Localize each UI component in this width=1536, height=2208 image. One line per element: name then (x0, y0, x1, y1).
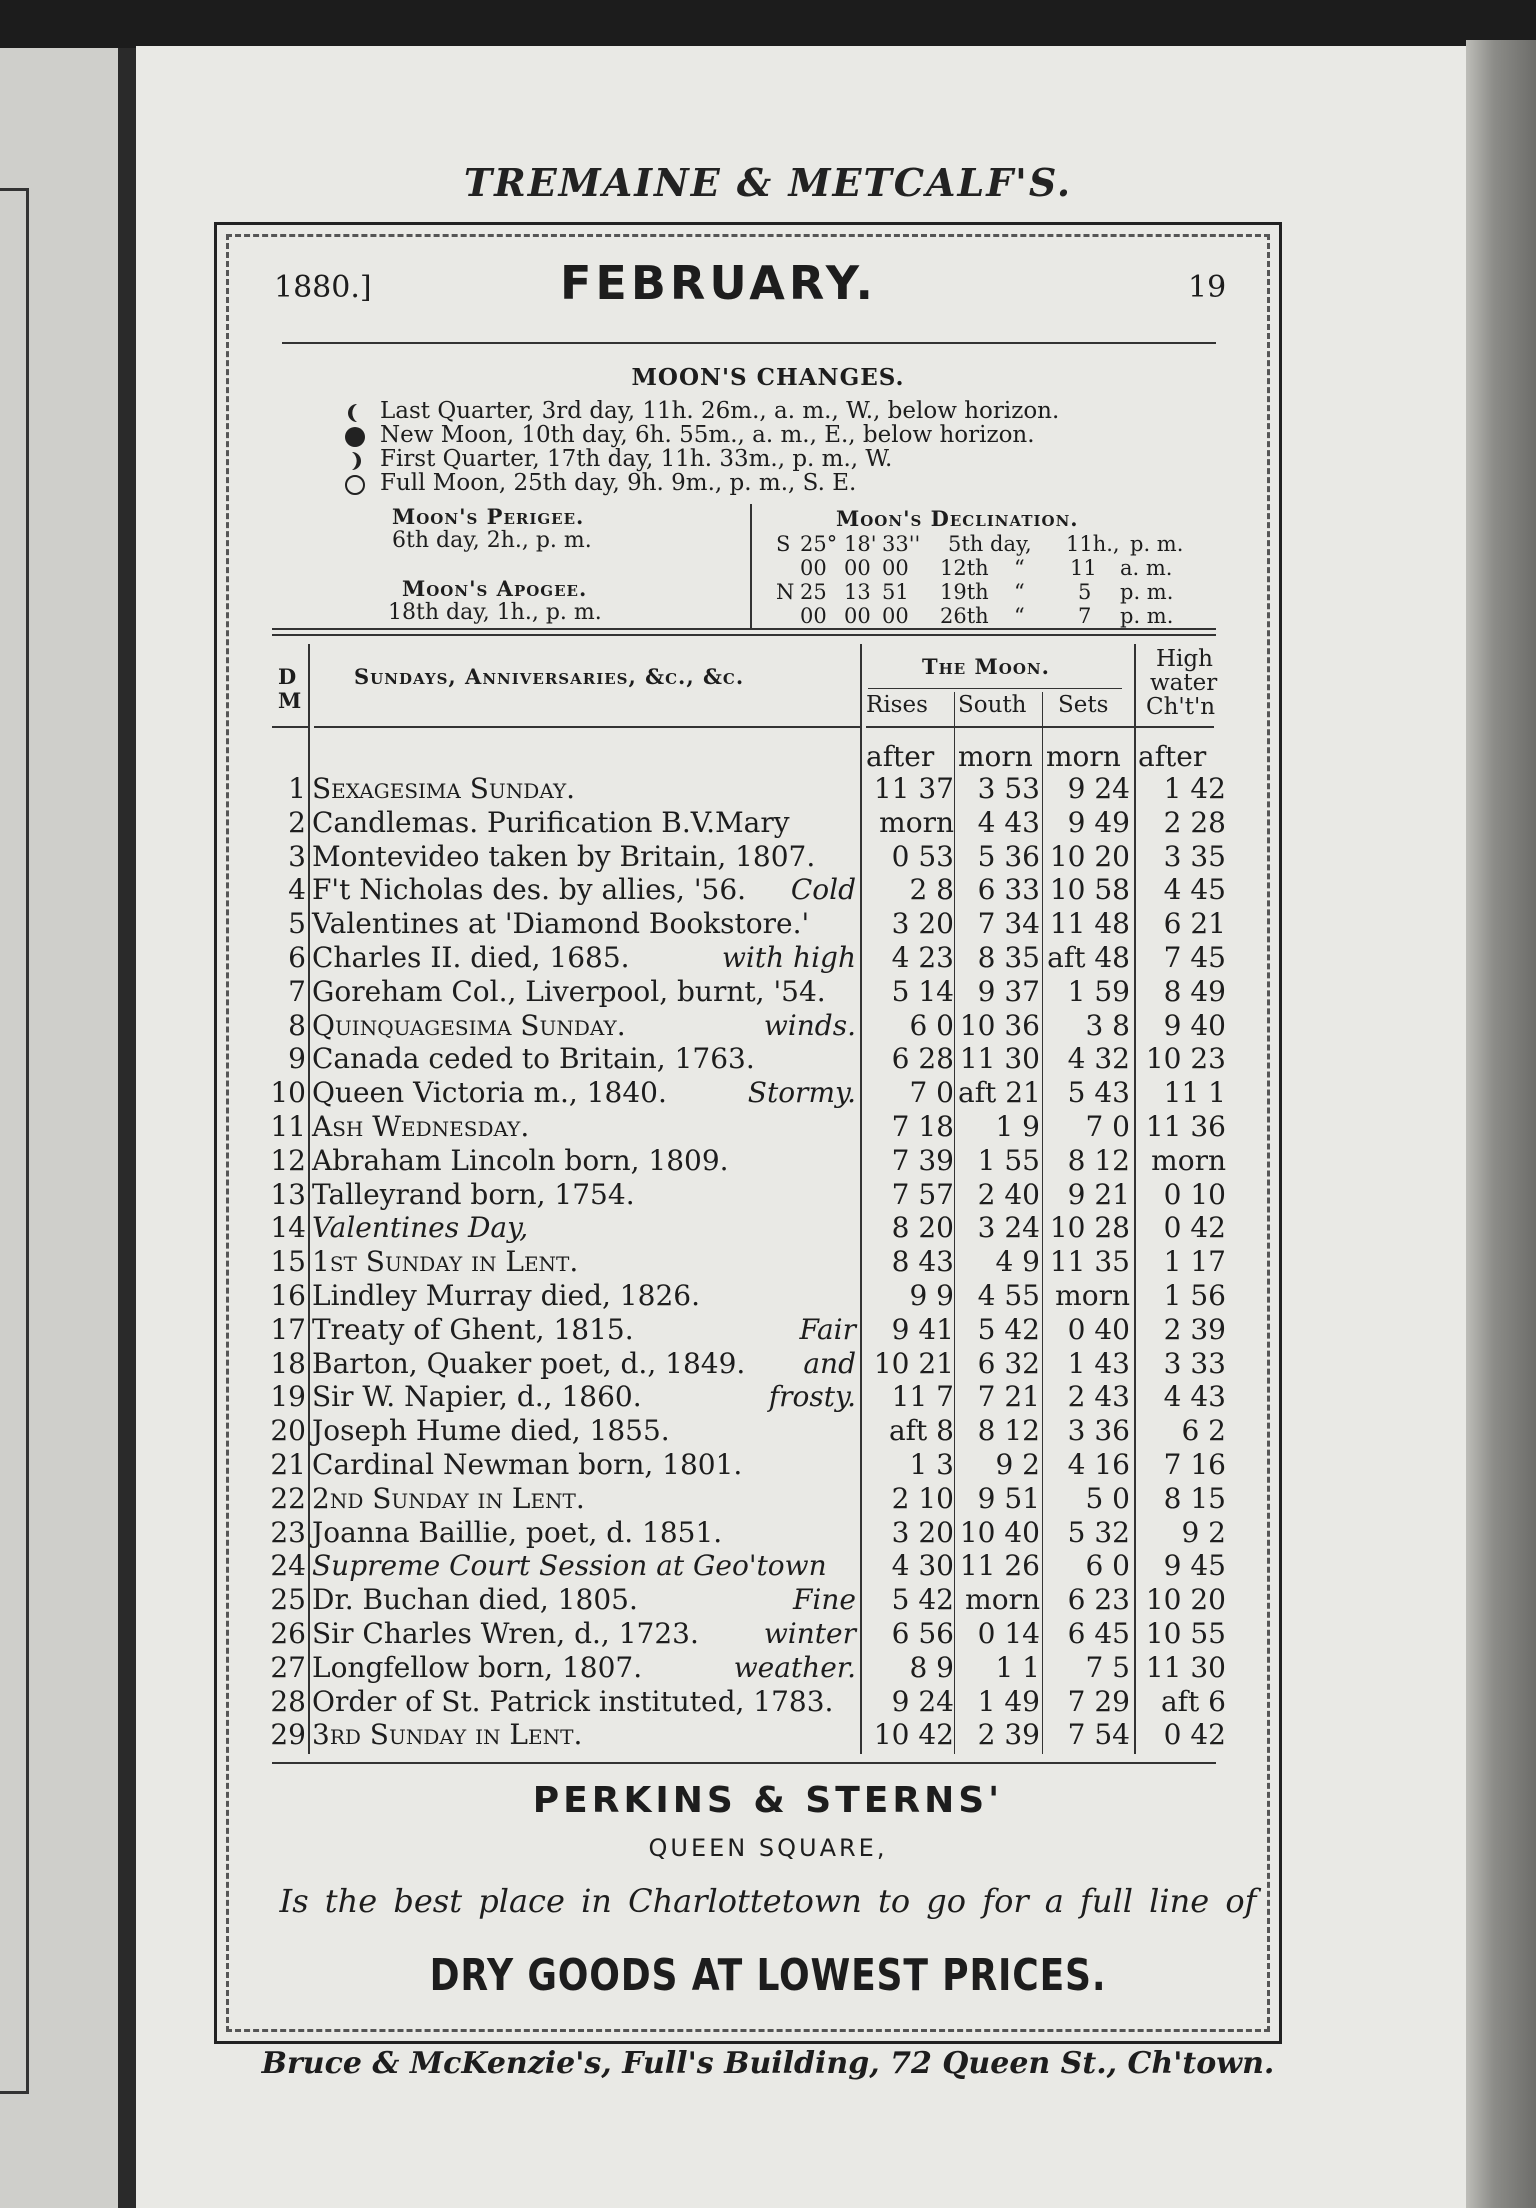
table-head-rule-events (314, 726, 860, 728)
day-number: 24 (270, 1549, 306, 1583)
moon-sets: aft 48 (1047, 941, 1130, 974)
moon-south: 0 14 (977, 1617, 1040, 1650)
day-number: 16 (270, 1279, 306, 1312)
decl-sec: 00 (882, 604, 909, 628)
event-text: Supreme Court Session at Geo'town (312, 1549, 827, 1583)
high-water: morn (1151, 1143, 1226, 1177)
high-water: 6 2 (1181, 1414, 1226, 1448)
table-row (0, 1042, 1536, 1076)
col-header-m: M (278, 688, 303, 713)
moon-rises: 10 42 (873, 1718, 954, 1752)
moon-changes-title: MOON'S CHANGES. (631, 364, 905, 391)
col-header-south: South (958, 692, 1027, 718)
moon-south: 10 40 (959, 1515, 1040, 1549)
moon-south: 2 40 (977, 1177, 1040, 1211)
high-water: 2 28 (1163, 805, 1226, 839)
day-number: 25 (270, 1583, 306, 1617)
weather-text: winds. (763, 1008, 856, 1042)
decl-ampm: p. m. (1130, 532, 1184, 556)
moon-change-first-quarter: First Quarter, 17th day, 11h. 33m., p. m., W. (380, 446, 893, 472)
perigee-text: 6th day, 2h., p. m. (392, 528, 592, 553)
weather-text: Fair (799, 1312, 856, 1346)
decl-ditto: “ (1014, 580, 1025, 604)
decl-hour: 7 (1078, 604, 1092, 628)
moon-rises: 6 56 (891, 1617, 954, 1650)
decl-sec: 33'' (882, 532, 921, 556)
event-text: Candlemas. Purification B.V.Mary (312, 805, 790, 839)
event-text: Valentines Day, (312, 1211, 529, 1245)
day-number: 23 (270, 1515, 306, 1549)
moon-south: 1 55 (977, 1143, 1040, 1177)
moon-change-new-moon: New Moon, 10th day, 6h. 55m., a. m., E., below horizon. (380, 422, 1035, 448)
moon-sets: 6 45 (1067, 1617, 1130, 1650)
moon-rises: 7 18 (891, 1110, 954, 1143)
moon-rises: 7 39 (891, 1143, 954, 1177)
table-row (0, 1448, 1536, 1482)
moon-south: aft 21 (958, 1076, 1041, 1110)
moon-sets: 7 5 (1085, 1650, 1130, 1684)
day-number: 21 (270, 1448, 306, 1481)
table-row (0, 1110, 1536, 1144)
moon-south: 8 35 (977, 941, 1040, 974)
perigee-title: Moon's Perigee. (392, 504, 585, 529)
weather-text: winter (763, 1617, 856, 1650)
moon-south: 3 24 (977, 1211, 1040, 1245)
event-text: Quinquagesima Sunday. (312, 1008, 626, 1042)
day-number: 3 (288, 839, 306, 873)
moon-sets: 11 48 (1049, 907, 1130, 941)
moon-south: 4 43 (977, 805, 1040, 839)
info-rule-bottom (272, 634, 1216, 636)
moon-south: 11 26 (959, 1549, 1040, 1583)
high-water: 7 16 (1163, 1448, 1226, 1481)
event-text: 3rd Sunday in Lent. (312, 1718, 583, 1752)
decl-hour: 11h., (1066, 532, 1120, 556)
moon-south: 1 9 (995, 1110, 1040, 1143)
day-number: 29 (270, 1718, 306, 1752)
high-water: 10 20 (1145, 1583, 1226, 1617)
table-row (0, 1313, 1536, 1347)
sub-sets: morn (1046, 740, 1121, 773)
event-text: Lindley Murray died, 1826. (312, 1279, 700, 1312)
running-head: TREMAINE & METCALF'S. (463, 160, 1073, 205)
table-row (0, 1583, 1536, 1617)
moon-south: 4 9 (995, 1245, 1040, 1279)
day-number: 10 (270, 1076, 306, 1110)
decl-sec: 51 (882, 580, 909, 604)
moon-rises: 0 53 (891, 839, 954, 873)
decl-deg: 00 (800, 556, 827, 580)
moon-rises: 7 57 (891, 1177, 954, 1211)
table-row (0, 1279, 1536, 1313)
table-row (0, 873, 1536, 907)
decl-ampm: p. m. (1120, 604, 1174, 628)
moon-south: 4 55 (977, 1279, 1040, 1312)
day-number: 11 (270, 1110, 306, 1143)
table-row (0, 840, 1536, 874)
decl-day: 26th (940, 604, 989, 628)
table-head-rule-moon (866, 726, 1214, 728)
moon-south: 3 53 (977, 772, 1040, 805)
table-row (0, 1651, 1536, 1685)
moon-rises: 4 23 (891, 941, 954, 974)
table-row (0, 1178, 1536, 1212)
decl-ampm: a. m. (1120, 556, 1173, 580)
day-number: 7 (288, 974, 306, 1008)
event-text: Dr. Buchan died, 1805. (312, 1583, 638, 1617)
moon-rises: 8 43 (891, 1245, 954, 1279)
table-row (0, 1617, 1536, 1651)
advert-line: Is the best place in Charlottetown to go for a full line of (279, 1882, 1257, 1920)
moon-sets: 6 0 (1085, 1549, 1130, 1583)
moon-south: 10 36 (959, 1008, 1040, 1042)
moon-sets: 4 16 (1067, 1448, 1130, 1481)
decl-hour: 5 (1078, 580, 1092, 604)
moon-rises: 7 0 (909, 1076, 954, 1110)
event-text: 1st Sunday in Lent. (312, 1245, 579, 1279)
moon-rises: 11 7 (891, 1380, 954, 1414)
moon-rises: 4 30 (891, 1549, 954, 1583)
high-water: 10 23 (1145, 1042, 1226, 1076)
decl-dir: N (776, 580, 795, 604)
decl-deg: 25 (800, 580, 827, 604)
day-number: 13 (270, 1177, 306, 1211)
decl-min: 00 (844, 556, 871, 580)
event-text: Canada ceded to Britain, 1763. (312, 1042, 755, 1076)
high-water: 4 43 (1163, 1380, 1226, 1414)
decl-deg: 25° (800, 532, 838, 556)
weather-text: weather. (733, 1650, 856, 1684)
day-number: 4 (288, 873, 306, 907)
sub-hw: after (1138, 740, 1207, 773)
event-text: Goreham Col., Liverpool, burnt, '54. (312, 974, 826, 1008)
day-number: 5 (288, 907, 306, 941)
table-row (0, 1380, 1536, 1414)
col-header-high: High (1156, 646, 1213, 672)
event-text: Abraham Lincoln born, 1809. (312, 1143, 729, 1177)
high-water: 1 56 (1163, 1279, 1226, 1312)
table-row (0, 1685, 1536, 1719)
moon-rises: morn (879, 805, 954, 839)
moon-rises: 1 3 (909, 1448, 954, 1481)
moon-rises: 9 9 (909, 1279, 954, 1312)
moon-south: 1 49 (977, 1684, 1040, 1718)
day-number: 6 (288, 941, 306, 974)
moon-south: 8 12 (977, 1414, 1040, 1448)
event-text: Montevideo taken by Britain, 1807. (312, 839, 816, 873)
moon-rises: 9 41 (891, 1312, 954, 1346)
table-bottom-rule (272, 1762, 1216, 1764)
weather-text: frosty. (768, 1380, 856, 1414)
moon-south: 6 32 (977, 1346, 1040, 1380)
high-water: 7 45 (1163, 941, 1226, 974)
day-number: 12 (270, 1143, 306, 1177)
high-water: 8 15 (1163, 1481, 1226, 1515)
high-water: 9 40 (1163, 1008, 1226, 1042)
table-row (0, 907, 1536, 941)
info-divider (750, 504, 752, 628)
moon-sets: 11 35 (1049, 1245, 1130, 1279)
decl-min: 13 (844, 580, 871, 604)
event-text: Queen Victoria m., 1840. (312, 1076, 667, 1110)
moon-sets: 1 59 (1067, 974, 1130, 1008)
sub-south: morn (958, 740, 1033, 773)
advert-title: PERKINS & STERNS' (532, 1780, 1004, 1821)
day-number: 1 (288, 772, 306, 805)
moon-rises: 9 24 (891, 1684, 954, 1718)
table-row (0, 1144, 1536, 1178)
last-quarter-icon (344, 402, 366, 424)
high-water: 9 2 (1181, 1515, 1226, 1549)
table-row (0, 975, 1536, 1009)
moon-south: 2 39 (977, 1718, 1040, 1752)
moon-south: 7 34 (977, 907, 1040, 941)
day-number: 28 (270, 1684, 306, 1718)
col-header-d: D (278, 664, 298, 689)
header-year: 1880.] (274, 270, 372, 305)
high-water: 0 42 (1163, 1718, 1226, 1752)
table-row (0, 1516, 1536, 1550)
high-water: 3 33 (1163, 1346, 1226, 1380)
event-text: Order of St. Patrick instituted, 1783. (312, 1684, 834, 1718)
high-water: 6 21 (1163, 907, 1226, 941)
moon-sets: 0 40 (1067, 1312, 1130, 1346)
day-number: 26 (270, 1617, 306, 1650)
decl-sec: 00 (882, 556, 909, 580)
moon-sets: 9 21 (1067, 1177, 1130, 1211)
day-number: 17 (270, 1312, 306, 1346)
event-text: Sir Charles Wren, d., 1723. (312, 1617, 699, 1650)
event-text: Joanna Baillie, poet, d. 1851. (312, 1515, 723, 1549)
day-number: 2 (288, 805, 306, 839)
event-text: 2nd Sunday in Lent. (312, 1481, 585, 1515)
event-text: F't Nicholas des. by allies, '56. (312, 873, 747, 907)
table-row (0, 1211, 1536, 1245)
moon-sets: 2 43 (1067, 1380, 1130, 1414)
moon-sets: 5 32 (1067, 1515, 1130, 1549)
decl-day: 5th day, (948, 532, 1032, 556)
moon-rises: 3 20 (891, 1515, 954, 1549)
decl-day: 12th (940, 556, 989, 580)
high-water: 0 42 (1163, 1211, 1226, 1245)
decl-min: 00 (844, 604, 871, 628)
col-header-sets: Sets (1058, 692, 1109, 718)
advert-subtitle: QUEEN SQUARE, (648, 1834, 888, 1862)
moon-south: 1 1 (995, 1650, 1040, 1684)
col-header-rises: Rises (866, 692, 928, 718)
moon-sets: 1 43 (1067, 1346, 1130, 1380)
header-rule (282, 342, 1216, 344)
table-row (0, 1549, 1536, 1583)
moon-sets: 7 29 (1067, 1684, 1130, 1718)
event-text: Barton, Quaker poet, d., 1849. (312, 1346, 746, 1380)
weather-text: with high (721, 941, 856, 974)
moon-sets: 5 43 (1067, 1076, 1130, 1110)
table-row (0, 1718, 1536, 1752)
moon-south: 7 21 (977, 1380, 1040, 1414)
moon-rises: 5 42 (891, 1583, 954, 1617)
col-header-water: water (1150, 670, 1218, 696)
moon-south: 9 51 (977, 1481, 1040, 1515)
table-row (0, 1414, 1536, 1448)
moon-rises: 10 21 (873, 1346, 954, 1380)
decl-ditto: “ (1014, 556, 1025, 580)
moon-south: 6 33 (977, 873, 1040, 907)
moon-sets: morn (1055, 1279, 1130, 1312)
weather-text: Cold (790, 873, 856, 907)
event-text: Cardinal Newman born, 1801. (312, 1448, 743, 1481)
decl-day: 19th (940, 580, 989, 604)
moon-rises: 2 8 (909, 873, 954, 907)
declination-title: Moon's Declination. (836, 506, 1079, 531)
apogee-text: 18th day, 1h., p. m. (388, 600, 602, 625)
moon-sets: 9 24 (1067, 772, 1130, 805)
new-moon-icon (344, 426, 366, 448)
moon-rises: 11 37 (873, 772, 954, 805)
event-text: Sexagesima Sunday. (312, 772, 576, 805)
weather-text: Stormy. (747, 1076, 856, 1110)
moon-rises: 8 20 (891, 1211, 954, 1245)
table-row (0, 1482, 1536, 1516)
table-head-rule-dm (272, 726, 308, 728)
moon-south: 9 2 (995, 1448, 1040, 1481)
decl-dir: S (776, 532, 791, 556)
day-number: 20 (270, 1414, 306, 1448)
day-number: 18 (270, 1346, 306, 1380)
event-text: Charles II. died, 1685. (312, 941, 630, 974)
moon-header-rule (868, 688, 1122, 689)
day-number: 27 (270, 1650, 306, 1684)
sub-rises: after (866, 740, 935, 773)
full-moon-icon (344, 474, 366, 496)
table-row (0, 1076, 1536, 1110)
moon-south: 5 36 (977, 839, 1040, 873)
table-row (0, 806, 1536, 840)
table-row (0, 1347, 1536, 1381)
high-water: 3 35 (1163, 839, 1226, 873)
high-water: 0 10 (1163, 1177, 1226, 1211)
day-number: 19 (270, 1380, 306, 1414)
moon-rises: aft 8 (888, 1414, 954, 1448)
moon-change-last-quarter: Last Quarter, 3rd day, 11h. 26m., a. m., W., below horizon. (380, 398, 1060, 424)
moon-sets: 6 23 (1067, 1583, 1130, 1617)
high-water: 8 49 (1163, 974, 1226, 1008)
day-number: 14 (270, 1211, 306, 1245)
moon-south: 11 30 (959, 1042, 1040, 1076)
moon-rises: 6 0 (909, 1008, 954, 1042)
moon-south: 9 37 (977, 974, 1040, 1008)
moon-sets: 10 58 (1049, 873, 1130, 907)
event-text: Sir W. Napier, d., 1860. (312, 1380, 642, 1414)
moon-rises: 6 28 (891, 1042, 954, 1076)
page-number: 19 (1188, 270, 1227, 305)
decl-ampm: p. m. (1120, 580, 1174, 604)
col-header-events: Sundays, Anniversaries, &c., &c. (354, 664, 745, 689)
high-water: aft 6 (1160, 1684, 1226, 1718)
moon-sets: 10 28 (1049, 1211, 1130, 1245)
header-month: FEBRUARY. (560, 256, 877, 310)
moon-sets: 8 12 (1067, 1143, 1130, 1177)
day-number: 8 (288, 1008, 306, 1042)
col-header-chtn: Ch't'n (1146, 694, 1216, 720)
high-water: 11 1 (1163, 1076, 1226, 1110)
moon-south: morn (965, 1583, 1040, 1617)
moon-sets: 7 54 (1067, 1718, 1130, 1752)
event-text: Ash Wednesday. (312, 1110, 530, 1143)
weather-text: Fine (793, 1583, 856, 1617)
moon-change-full-moon: Full Moon, 25th day, 9h. 9m., p. m., S. E. (380, 470, 857, 496)
high-water: 9 45 (1163, 1549, 1226, 1583)
moon-sets: 4 32 (1067, 1042, 1130, 1076)
event-text: Longfellow born, 1807. (312, 1650, 643, 1684)
high-water: 1 42 (1163, 772, 1226, 805)
first-quarter-icon (344, 450, 366, 472)
table-row (0, 1245, 1536, 1279)
table-row (0, 1009, 1536, 1043)
moon-sets: 3 8 (1085, 1008, 1130, 1042)
moon-south: 5 42 (977, 1312, 1040, 1346)
moon-sets: 5 0 (1085, 1481, 1130, 1515)
decl-deg: 00 (800, 604, 827, 628)
day-number: 9 (288, 1042, 306, 1076)
event-text: Treaty of Ghent, 1815. (312, 1312, 634, 1346)
high-water: 1 17 (1163, 1245, 1226, 1279)
info-rule-top (272, 628, 1216, 630)
event-text: Talleyrand born, 1754. (312, 1177, 635, 1211)
decl-ditto: “ (1014, 604, 1025, 628)
moon-rises: 2 10 (891, 1481, 954, 1515)
moon-rises: 3 20 (891, 907, 954, 941)
moon-rises: 5 14 (891, 974, 954, 1008)
advert-headline: DRY GOODS AT LOWEST PRICES. (429, 1950, 1107, 2001)
event-text: Joseph Hume died, 1855. (312, 1414, 670, 1448)
day-number: 15 (270, 1245, 306, 1279)
moon-sets: 9 49 (1067, 805, 1130, 839)
high-water: 2 39 (1163, 1312, 1226, 1346)
high-water: 10 55 (1145, 1617, 1226, 1650)
table-row (0, 772, 1536, 806)
decl-min: 18' (844, 532, 877, 556)
weather-text: and (803, 1346, 856, 1380)
event-text: Valentines at 'Diamond Bookstore.' (312, 907, 810, 941)
decl-hour: 11 (1070, 556, 1097, 580)
high-water: 11 30 (1145, 1650, 1226, 1684)
moon-sets: 7 0 (1085, 1110, 1130, 1143)
printer-footer: Bruce & McKenzie's, Full's Building, 72 Queen St., Ch'town. (261, 2046, 1275, 2081)
moon-rises: 8 9 (909, 1650, 954, 1684)
day-number: 22 (270, 1481, 306, 1515)
high-water: 4 45 (1163, 873, 1226, 907)
moon-sets: 3 36 (1067, 1414, 1130, 1448)
apogee-title: Moon's Apogee. (402, 576, 588, 601)
moon-sets: 10 20 (1049, 839, 1130, 873)
table-row (0, 941, 1536, 975)
col-header-moon: The Moon. (922, 654, 1050, 679)
high-water: 11 36 (1145, 1110, 1226, 1143)
